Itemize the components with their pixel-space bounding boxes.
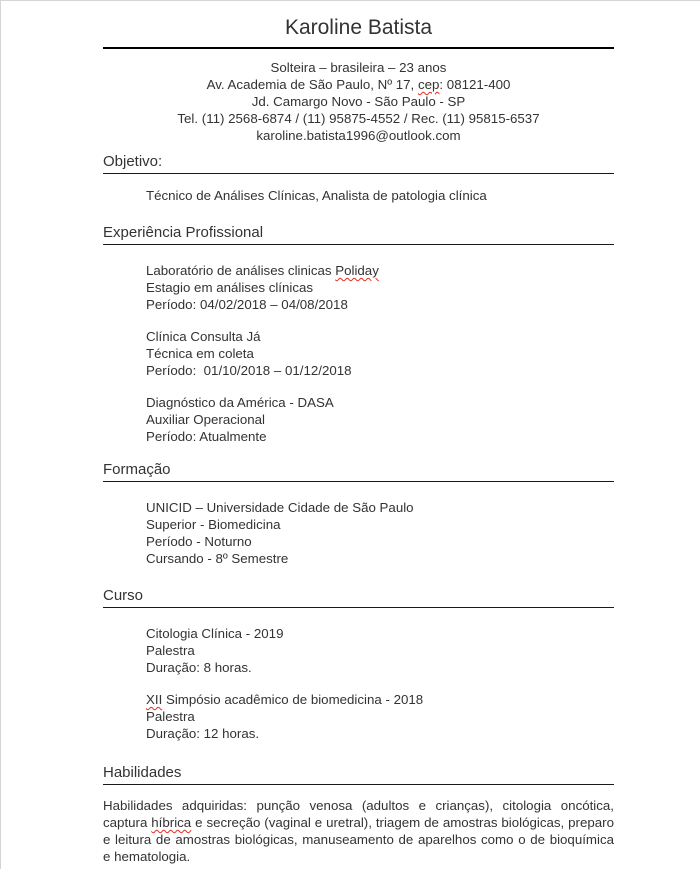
habilidades-heading: Habilidades <box>103 763 614 785</box>
misspelled-word-poliday: Poliday <box>335 263 379 278</box>
section-formacao <box>103 460 614 567</box>
misspelled-word-hibrica: híbrica <box>151 815 192 830</box>
course-title-post: Simpósio acadêmico de biomedicina - 2018 <box>162 692 424 707</box>
address-post: : 08121-400 <box>439 77 511 92</box>
job-period: Período: 01/10/2018 – 01/12/2018 <box>146 363 352 378</box>
formacao-progress: Cursando - 8º Semestre <box>146 551 289 566</box>
resume-content <box>103 1 614 865</box>
contact-line-address <box>103 76 614 93</box>
contact-line-status: Solteira – brasileira – 23 anos <box>270 60 447 75</box>
title-divider <box>103 47 614 49</box>
course-entry <box>103 691 614 742</box>
formacao-heading: Formação <box>103 460 614 482</box>
misspelled-word-cep: cep <box>417 77 440 92</box>
job-company <box>146 262 614 279</box>
course-kind: Palestra <box>146 709 195 724</box>
formacao-institution: UNICID – Universidade Cidade de São Paulo <box>146 500 414 515</box>
job-company: Diagnóstico da América - DASA <box>146 395 334 410</box>
formacao-entry <box>103 499 614 567</box>
objetivo-body: Técnico de Análises Clínicas, Analista de patologia clínica <box>146 188 487 203</box>
job-period: Período: Atualmente <box>146 429 267 444</box>
course-duration: Duração: 12 horas. <box>146 726 260 741</box>
job-period: Período: 04/02/2018 – 04/08/2018 <box>146 297 348 312</box>
contact-line-phones: Tel. (11) 2568-6874 / (11) 95875-4552 / Rec. (11) 95815-6537 <box>177 111 540 126</box>
job-entry <box>103 328 614 379</box>
skills-text-pre: Habilidades adquiridas: punção venosa (adultos e crianças), citologia oncótica, captura <box>103 798 614 830</box>
contact-line-email: karoline.batista1996@outlook.com <box>256 128 461 143</box>
job-role: Estagio em análises clínicas <box>146 280 314 295</box>
formacao-degree: Superior - Biomedicina <box>146 517 281 532</box>
formacao-shift: Período - Noturno <box>146 534 252 549</box>
course-duration: Duração: 8 horas. <box>146 660 252 675</box>
section-habilidades <box>103 763 614 865</box>
job-entry <box>103 394 614 445</box>
job-entry <box>103 262 614 313</box>
course-title: Citologia Clínica - 2019 <box>146 626 284 641</box>
job-company-pre: Laboratório de análises clinicas <box>146 263 336 278</box>
misspelled-word-xii: XII <box>146 692 163 707</box>
contact-block <box>103 59 614 144</box>
job-role: Técnica em coleta <box>146 346 254 361</box>
section-curso <box>103 586 614 742</box>
objetivo-heading: Objetivo: <box>103 152 614 174</box>
job-role: Auxiliar Operacional <box>146 412 265 427</box>
address-pre: Av. Academia de São Paulo, Nº 17, <box>206 77 418 92</box>
experiencia-heading: Experiência Profissional <box>103 223 614 245</box>
job-company: Clínica Consulta Já <box>146 329 261 344</box>
skills-text-post: e secreção (vaginal e uretral), triagem de amostras biológicas, preparo e leitura de amostras biológicas, manuseamento de aparelhos como o de bioquímica e hematologia. <box>103 815 614 864</box>
curso-heading: Curso <box>103 586 614 608</box>
course-entry <box>103 625 614 676</box>
course-kind: Palestra <box>146 643 195 658</box>
habilidades-paragraph <box>103 797 614 865</box>
person-name: Karoline Batista <box>284 16 433 39</box>
course-title <box>146 691 614 708</box>
section-objetivo <box>103 152 614 204</box>
section-experiencia <box>103 223 614 445</box>
contact-line-neighborhood: Jd. Camargo Novo - São Paulo - SP <box>251 94 466 109</box>
